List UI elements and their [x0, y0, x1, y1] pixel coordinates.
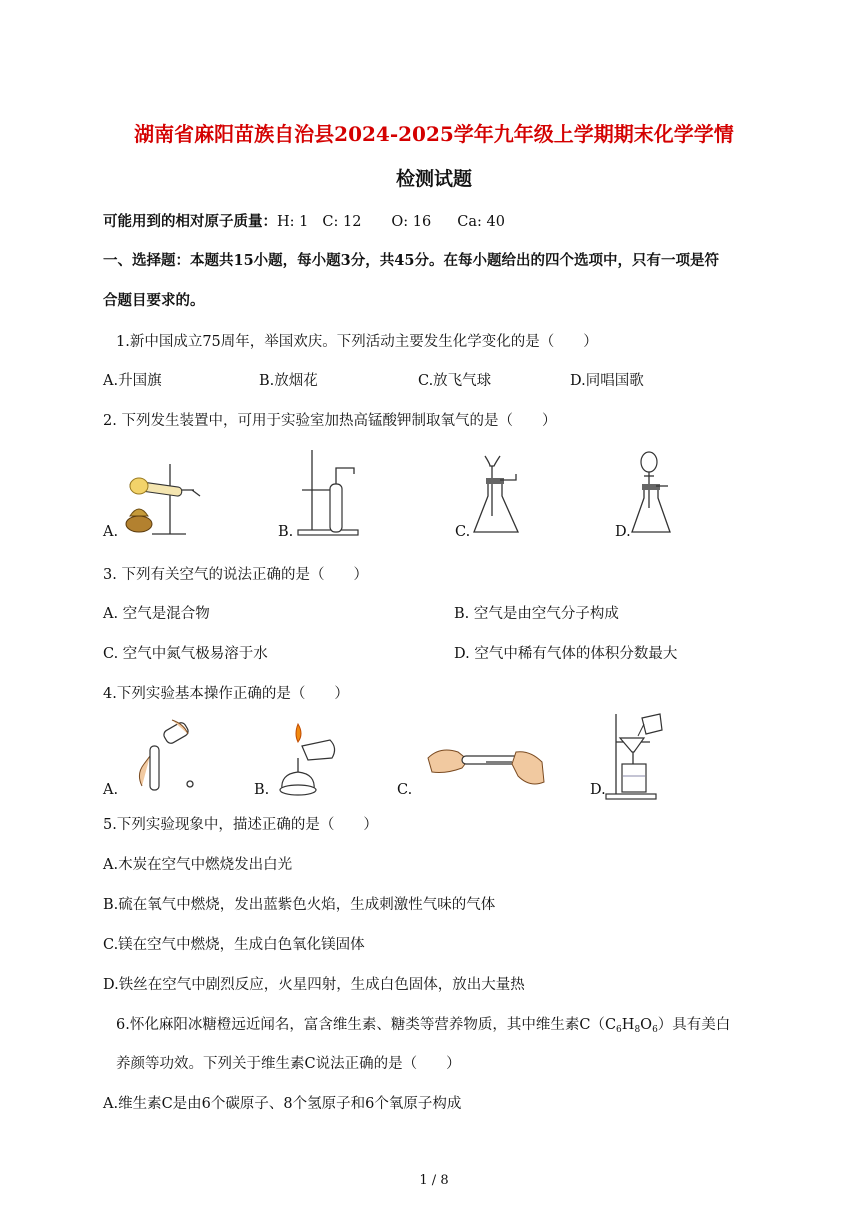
q2-figure-c-apparatus	[470, 452, 530, 540]
q6-stem-line2: 养颜等功效。下列关于维生素C说法正确的是（ ）	[116, 1056, 461, 1072]
q4-figure-a-pouring	[126, 718, 202, 794]
q2-stem: 2. 下列发生装置中，可用于实验室加热高锰酸钾制取氧气的是（ ）	[103, 413, 557, 429]
q4-figure-d-filtration	[604, 712, 670, 802]
atomic-mass-line	[103, 210, 505, 231]
q5-stem: 5.下列实验现象中，描述正确的是（ ）	[103, 817, 378, 833]
q4-label-d: D.	[590, 782, 606, 798]
q4-figure-c-test-tube	[426, 738, 548, 796]
page-title-line1: 湖南省麻阳苗族自治县2024-2025学年九年级上学期期末化学学情	[134, 122, 734, 146]
section1-line2: 合题目要求的。	[103, 292, 205, 309]
q4-label-a: A.	[103, 782, 119, 798]
page-number: 1 / 8	[419, 1173, 449, 1188]
q1-stem: 1.新中国成立75周年，举国欢庆。下列活动主要发生化学变化的是（ ）	[116, 334, 598, 350]
q3-stem: 3. 下列有关空气的说法正确的是（ ）	[103, 567, 368, 583]
q6-stem-part1: 6.怀化麻阳冰糖橙远近闻名，富含维生素、糖类等营养物质，其中维生素C（	[116, 1017, 605, 1033]
q6-stem-line1	[116, 1013, 730, 1035]
q1-option-c: C.放飞气球	[418, 373, 492, 389]
q4-figure-b-lamp	[268, 718, 348, 800]
formula-o: O	[640, 1017, 653, 1033]
q4-stem: 4.下列实验基本操作正确的是（ ）	[103, 686, 349, 702]
mass-h: H: 1	[277, 214, 309, 230]
q1-option-d: D.同唱国歌	[570, 373, 644, 389]
q2-label-c: C.	[455, 524, 471, 540]
q3-option-d: D. 空气中稀有气体的体积分数最大	[454, 646, 678, 662]
q1-option-b: B.放烟花	[259, 373, 318, 389]
q2-label-a: A.	[103, 524, 119, 540]
q3-option-b: B. 空气是由空气分子构成	[454, 606, 619, 622]
q3-option-a: A. 空气是混合物	[103, 606, 210, 622]
section1-line1: 一、选择题：本题共15小题，每小题3分，共45分。在每小题给出的四个选项中，只有一项是符	[103, 252, 719, 269]
mass-c: C: 12	[322, 214, 362, 230]
q2-figure-a-apparatus	[116, 458, 206, 538]
q1-option-a: A.升国旗	[103, 373, 162, 389]
atomic-mass-label: 可能用到的相对原子质量：	[103, 213, 277, 230]
q5-option-b: B.硫在氧气中燃烧，发出蓝紫色火焰，生成刺激性气味的气体	[103, 897, 496, 913]
mass-o: O: 16	[391, 214, 432, 230]
q2-figure-b-apparatus	[294, 448, 364, 538]
mass-ca: Ca: 40	[457, 214, 505, 230]
q4-label-c: C.	[397, 782, 413, 798]
q2-label-b: B.	[278, 524, 294, 540]
q6-option-a: A.维生素C是由6个碳原子、8个氢原子和6个氧原子构成	[103, 1096, 462, 1112]
q4-label-b: B.	[254, 782, 270, 798]
q2-label-d: D.	[615, 524, 631, 540]
formula-h: H	[621, 1017, 635, 1033]
page-title-line2: 检测试题	[395, 168, 472, 190]
formula-o-count: 6	[652, 1025, 658, 1035]
q5-option-a: A.木炭在空气中燃烧发出白光	[103, 857, 293, 873]
formula-c-count: 6	[616, 1025, 622, 1035]
q6-stem-part2: ）具有美白	[657, 1017, 731, 1033]
formula-c: C	[604, 1017, 617, 1033]
q2-figure-d-apparatus	[630, 448, 680, 540]
q5-option-c: C.镁在空气中燃烧，生成白色氧化镁固体	[103, 937, 365, 953]
q5-option-d: D.铁丝在空气中剧烈反应，火星四射，生成白色固体，放出大量热	[103, 977, 525, 993]
vitamin-c-formula	[605, 1017, 658, 1033]
q3-option-c: C. 空气中氮气极易溶于水	[103, 646, 268, 662]
formula-h-count: 8	[634, 1025, 641, 1035]
